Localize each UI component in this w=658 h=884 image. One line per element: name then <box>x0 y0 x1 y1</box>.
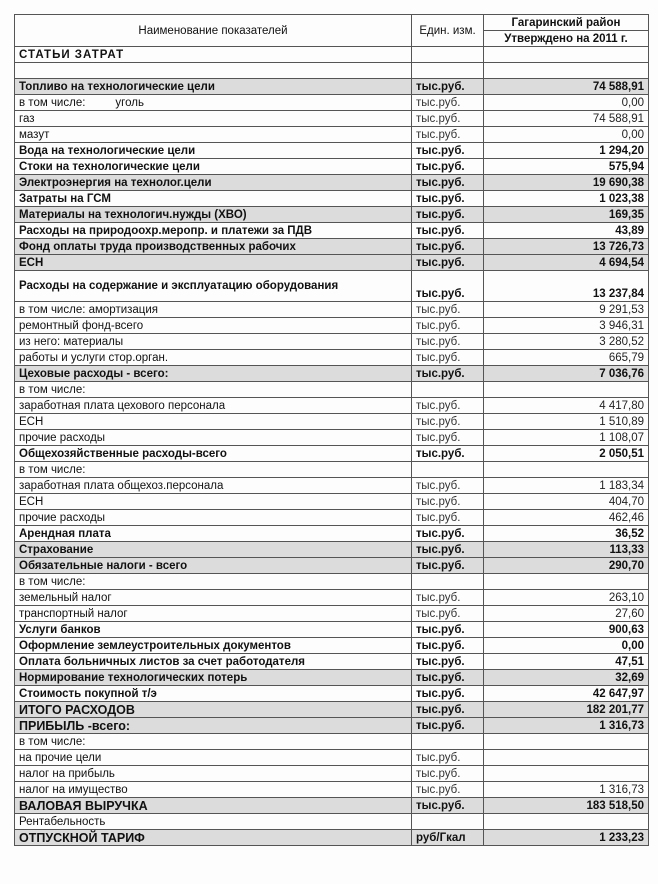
row-unit: тыс.руб. <box>412 334 484 350</box>
row-label: Расходы на содержание и эксплуатацию оборудования <box>15 271 412 302</box>
row-label: Фонд оплаты труда производственных рабочих <box>15 239 412 255</box>
row-unit: тыс.руб. <box>412 127 484 143</box>
row-unit: тыс.руб. <box>412 318 484 334</box>
row-value: 43,89 <box>484 223 649 239</box>
row-label: прочие расходы <box>15 510 412 526</box>
table-row <box>15 766 649 782</box>
row-label: газ <box>15 111 412 127</box>
row-value: 404,70 <box>484 494 649 510</box>
row-label: на прочие цели <box>15 750 412 766</box>
row-label: заработная плата общехоз.персонала <box>15 478 412 494</box>
row-value: 1 294,20 <box>484 143 649 159</box>
table-row <box>15 750 649 766</box>
row-label: ЕСН <box>15 255 412 271</box>
row-unit: тыс.руб. <box>412 414 484 430</box>
header-row <box>15 15 649 31</box>
row-unit: тыс.руб. <box>412 95 484 111</box>
row-value: 74 588,91 <box>484 111 649 127</box>
row-unit: тыс.руб. <box>412 398 484 414</box>
table-row <box>15 606 649 622</box>
row-label: ПРИБЫЛЬ -всего: <box>15 718 412 734</box>
table-row <box>15 302 649 318</box>
empty-cell <box>484 47 649 63</box>
row-unit <box>412 814 484 830</box>
row-label: работы и услуги стор.орган. <box>15 350 412 366</box>
section-title-row <box>15 47 649 63</box>
row-value: 1 233,23 <box>484 830 649 846</box>
row-value: 47,51 <box>484 654 649 670</box>
row-value: 290,70 <box>484 558 649 574</box>
table-row <box>15 462 649 478</box>
empty-cell <box>412 63 484 79</box>
row-label: Рентабельность <box>15 814 412 830</box>
table-row <box>15 382 649 398</box>
row-unit: тыс.руб. <box>412 654 484 670</box>
row-label: Затраты на ГСМ <box>15 191 412 207</box>
row-value <box>484 574 649 590</box>
district-header: Гагаринский район <box>484 15 649 31</box>
row-unit <box>412 462 484 478</box>
row-label: ремонтный фонд-всего <box>15 318 412 334</box>
row-label: транспортный налог <box>15 606 412 622</box>
table-row <box>15 223 649 239</box>
empty-cell <box>15 63 412 79</box>
row-unit: тыс.руб. <box>412 590 484 606</box>
table-row <box>15 590 649 606</box>
table-row <box>15 207 649 223</box>
row-unit: тыс.руб. <box>412 670 484 686</box>
row-label: Цеховые расходы - всего: <box>15 366 412 382</box>
row-unit: тыс.руб. <box>412 159 484 175</box>
table-row <box>15 414 649 430</box>
row-unit: тыс.руб. <box>412 302 484 318</box>
row-label: земельный налог <box>15 590 412 606</box>
table-row <box>15 542 649 558</box>
row-value: 19 690,38 <box>484 175 649 191</box>
table-row <box>15 734 649 750</box>
row-label: ИТОГО РАСХОДОВ <box>15 702 412 718</box>
table-row <box>15 558 649 574</box>
row-value: 13 726,73 <box>484 239 649 255</box>
row-value: 32,69 <box>484 670 649 686</box>
table-row <box>15 718 649 734</box>
table-row <box>15 255 649 271</box>
row-value <box>484 734 649 750</box>
row-value: 4 694,54 <box>484 255 649 271</box>
row-label: в том числе: <box>15 574 412 590</box>
row-unit: тыс.руб. <box>412 143 484 159</box>
row-value: 0,00 <box>484 95 649 111</box>
row-unit: тыс.руб. <box>412 686 484 702</box>
row-value: 1 023,38 <box>484 191 649 207</box>
row-unit: тыс.руб. <box>412 175 484 191</box>
row-value: 13 237,84 <box>484 271 649 302</box>
table-row <box>15 239 649 255</box>
row-unit: тыс.руб. <box>412 366 484 382</box>
table-row <box>15 366 649 382</box>
name-column-header: Наименование показателей <box>15 15 412 47</box>
row-value: 1 510,89 <box>484 414 649 430</box>
row-value <box>484 382 649 398</box>
row-label: Топливо на технологические цели <box>15 79 412 95</box>
row-value: 1 316,73 <box>484 718 649 734</box>
row-value: 575,94 <box>484 159 649 175</box>
table-row <box>15 654 649 670</box>
row-unit: тыс.руб. <box>412 766 484 782</box>
row-label: в том числе: <box>15 462 412 478</box>
row-unit: тыс.руб. <box>412 542 484 558</box>
table-row <box>15 782 649 798</box>
row-value: 1 316,73 <box>484 782 649 798</box>
row-unit: тыс.руб. <box>412 223 484 239</box>
row-label: Общехозяйственные расходы-всего <box>15 446 412 462</box>
table-row <box>15 334 649 350</box>
row-label-prefix: в том числе: <box>19 96 86 109</box>
row-label: Электроэнергия на технолог.цели <box>15 175 412 191</box>
row-value: 4 417,80 <box>484 398 649 414</box>
row-value: 36,52 <box>484 526 649 542</box>
table-row <box>15 318 649 334</box>
table-row <box>15 622 649 638</box>
table-row <box>15 446 649 462</box>
table-row <box>15 494 649 510</box>
row-label: Нормирование технологических потерь <box>15 670 412 686</box>
row-value: 183 518,50 <box>484 798 649 814</box>
row-label: Оформление землеустроительных документов <box>15 638 412 654</box>
row-value: 9 291,53 <box>484 302 649 318</box>
table-row <box>15 127 649 143</box>
table-row <box>15 830 649 846</box>
table-row <box>15 798 649 814</box>
row-label: прочие расходы <box>15 430 412 446</box>
table-row <box>15 814 649 830</box>
empty-cell <box>484 63 649 79</box>
row-unit: тыс.руб. <box>412 111 484 127</box>
table-row <box>15 111 649 127</box>
row-label: из него: материалы <box>15 334 412 350</box>
row-unit: тыс.руб. <box>412 510 484 526</box>
row-label: ЕСН <box>15 414 412 430</box>
row-value: 263,10 <box>484 590 649 606</box>
row-value: 3 280,52 <box>484 334 649 350</box>
row-label: ОТПУСКНОЙ ТАРИФ <box>15 830 412 846</box>
row-value: 462,46 <box>484 510 649 526</box>
row-unit: тыс.руб. <box>412 702 484 718</box>
table-row <box>15 159 649 175</box>
row-unit: тыс.руб. <box>412 718 484 734</box>
row-label: в том числе: <box>15 734 412 750</box>
row-value <box>484 750 649 766</box>
table-row <box>15 398 649 414</box>
empty-cell <box>412 47 484 63</box>
row-label: мазут <box>15 127 412 143</box>
row-label: заработная плата цехового персонала <box>15 398 412 414</box>
row-label-text: уголь <box>115 96 144 109</box>
row-label: Оплата больничных листов за счет работодателя <box>15 654 412 670</box>
row-value: 113,33 <box>484 542 649 558</box>
row-unit: тыс.руб. <box>412 350 484 366</box>
row-unit <box>412 574 484 590</box>
row-label: налог на имущество <box>15 782 412 798</box>
table-row <box>15 143 649 159</box>
row-value: 3 946,31 <box>484 318 649 334</box>
row-unit: тыс.руб. <box>412 478 484 494</box>
row-label: Расходы на природоохр.меропр. и платежи за ПДВ <box>15 223 412 239</box>
row-unit: тыс.руб. <box>412 271 484 302</box>
row-label: Стоимость покупной т/э <box>15 686 412 702</box>
cost-items-table <box>14 14 649 846</box>
row-unit: руб/Гкал <box>412 830 484 846</box>
table-row <box>15 574 649 590</box>
row-label: Обязательные налоги - всего <box>15 558 412 574</box>
table-row <box>15 271 649 302</box>
row-value: 2 050,51 <box>484 446 649 462</box>
row-value: 665,79 <box>484 350 649 366</box>
row-unit: тыс.руб. <box>412 494 484 510</box>
row-unit <box>412 734 484 750</box>
row-unit: тыс.руб. <box>412 606 484 622</box>
row-unit: тыс.руб. <box>412 446 484 462</box>
row-value <box>484 462 649 478</box>
row-unit: тыс.руб. <box>412 782 484 798</box>
row-value: 7 036,76 <box>484 366 649 382</box>
row-unit: тыс.руб. <box>412 430 484 446</box>
table-row <box>15 638 649 654</box>
row-unit: тыс.руб. <box>412 622 484 638</box>
table-row <box>15 526 649 542</box>
row-label: Стоки на технологические цели <box>15 159 412 175</box>
row-unit: тыс.руб. <box>412 798 484 814</box>
row-value: 0,00 <box>484 127 649 143</box>
row-unit: тыс.руб. <box>412 750 484 766</box>
row-value: 169,35 <box>484 207 649 223</box>
row-label: налог на прибыль <box>15 766 412 782</box>
row-unit: тыс.руб. <box>412 558 484 574</box>
row-unit: тыс.руб. <box>412 239 484 255</box>
row-label: в том числе: <box>15 382 412 398</box>
row-label: ВАЛОВАЯ ВЫРУЧКА <box>15 798 412 814</box>
row-label: Страхование <box>15 542 412 558</box>
unit-column-header: Един. изм. <box>412 15 484 47</box>
row-label: в том числе: амортизация <box>15 302 412 318</box>
row-value: 900,63 <box>484 622 649 638</box>
row-label: ЕСН <box>15 494 412 510</box>
row-value: 27,60 <box>484 606 649 622</box>
row-label: Услуги банков <box>15 622 412 638</box>
row-unit: тыс.руб. <box>412 191 484 207</box>
row-unit: тыс.руб. <box>412 638 484 654</box>
table-row <box>15 191 649 207</box>
row-value: 42 647,97 <box>484 686 649 702</box>
table-row <box>15 95 649 111</box>
blank-row <box>15 63 649 79</box>
table-row <box>15 350 649 366</box>
table-row <box>15 478 649 494</box>
row-unit: тыс.руб. <box>412 255 484 271</box>
table-row <box>15 79 649 95</box>
row-label: Арендная плата <box>15 526 412 542</box>
row-value: 0,00 <box>484 638 649 654</box>
row-label: Вода на технологические цели <box>15 143 412 159</box>
row-unit <box>412 382 484 398</box>
approved-year-header: Утверждено на 2011 г. <box>484 31 649 47</box>
row-label: Материалы на технологич.нужды (ХВО) <box>15 207 412 223</box>
row-label <box>15 95 412 111</box>
row-unit: тыс.руб. <box>412 207 484 223</box>
row-value: 1 108,07 <box>484 430 649 446</box>
table-row <box>15 702 649 718</box>
row-value: 1 183,34 <box>484 478 649 494</box>
table-row <box>15 670 649 686</box>
row-value <box>484 814 649 830</box>
row-unit: тыс.руб. <box>412 526 484 542</box>
row-value: 74 588,91 <box>484 79 649 95</box>
row-value: 182 201,77 <box>484 702 649 718</box>
row-unit: тыс.руб. <box>412 79 484 95</box>
section-title: СТАТЬИ ЗАТРАТ <box>15 47 412 63</box>
table-row <box>15 430 649 446</box>
table-row <box>15 175 649 191</box>
row-value <box>484 766 649 782</box>
table-row <box>15 510 649 526</box>
table-row <box>15 686 649 702</box>
